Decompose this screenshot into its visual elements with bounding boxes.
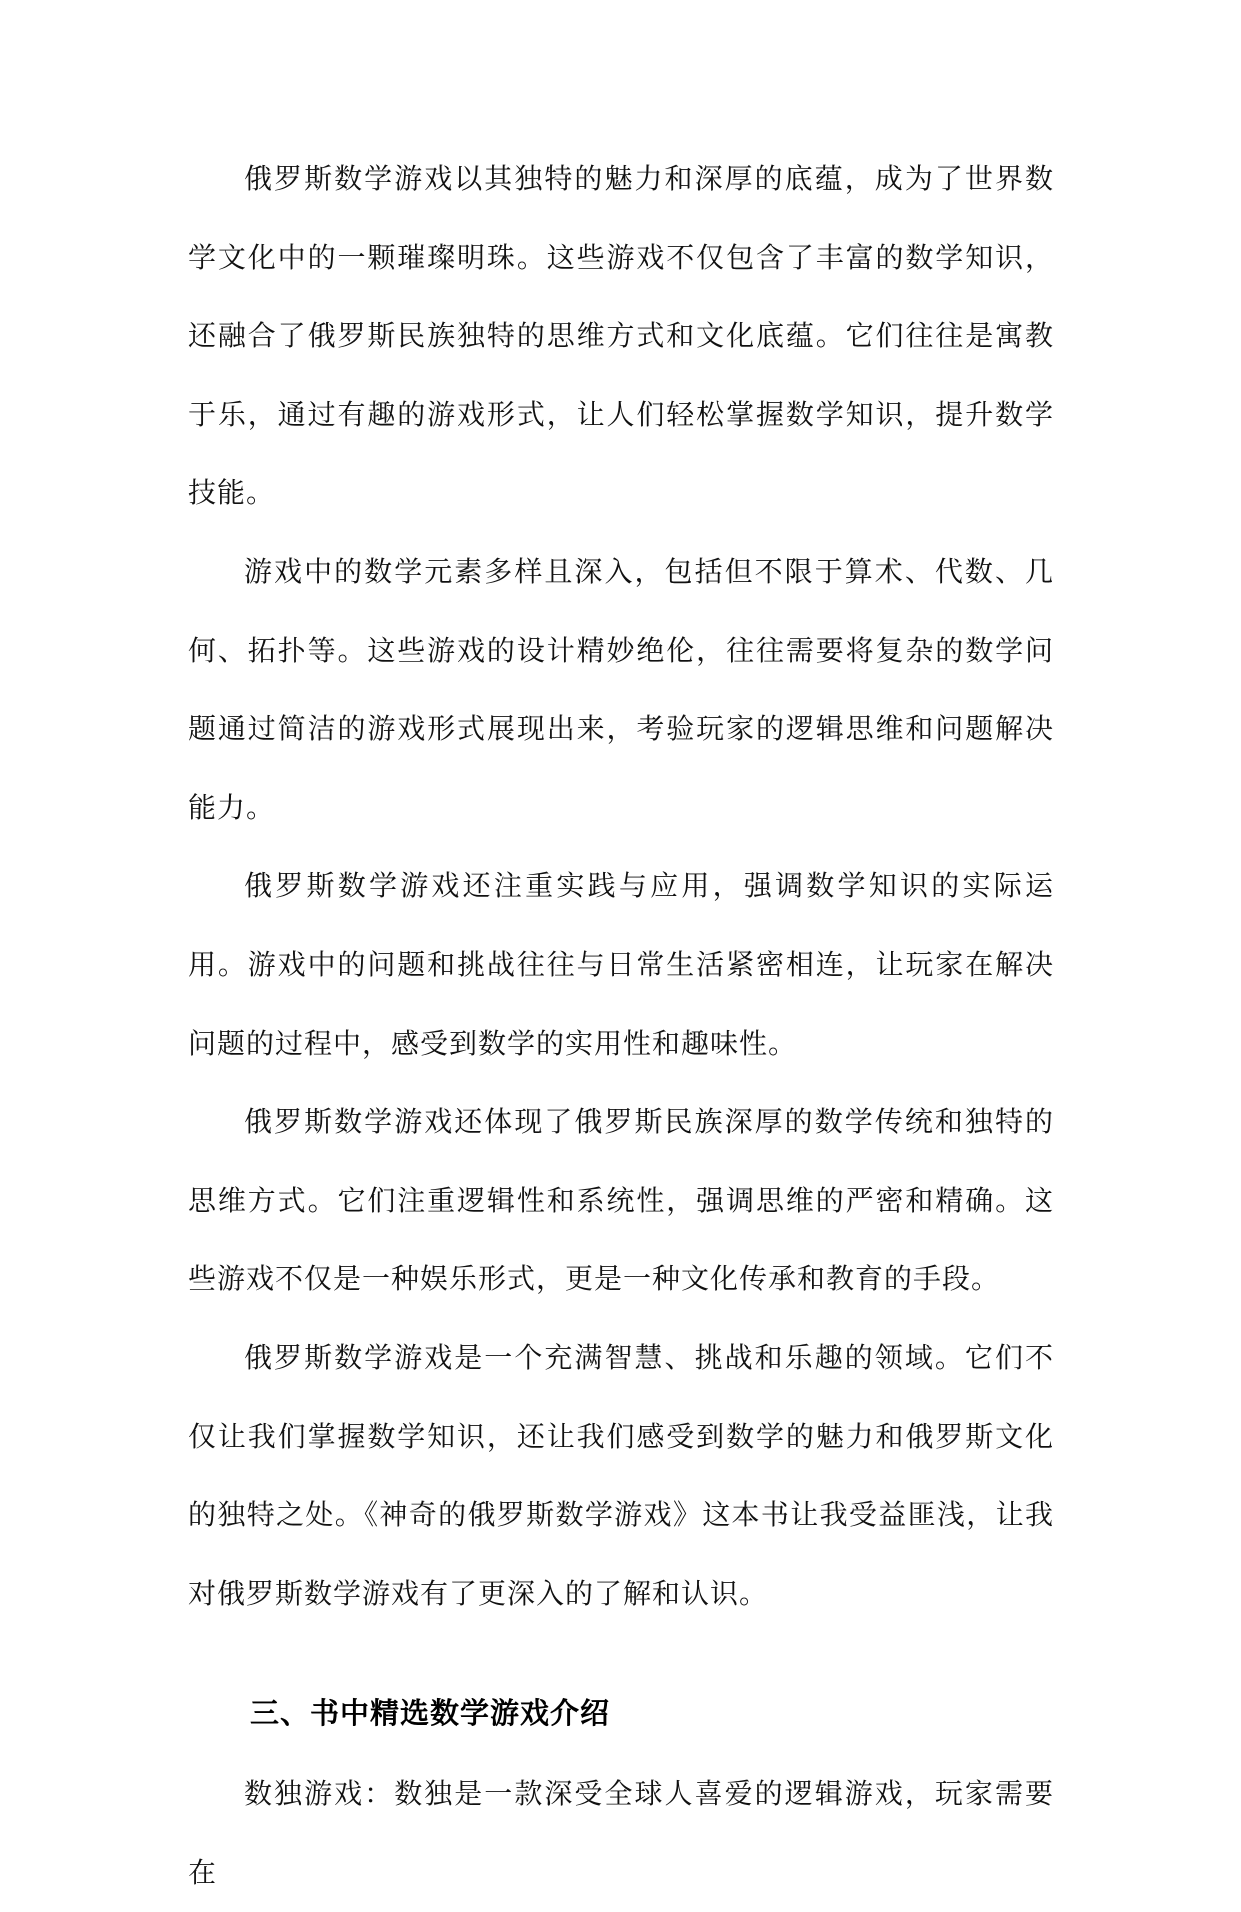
paragraph: 俄罗斯数学游戏还体现了俄罗斯民族深厚的数学传统和独特的思维方式。它们注重逻辑性和系统性，强调思维的严密和精确。这些游戏不仅是一种娱乐形式，更是一种文化传承和教育的手段。 [188,1105,1054,1296]
body-text [188,140,1054,1912]
paragraph: 俄罗斯数学游戏是一个充满智慧、挑战和乐趣的领域。它们不仅让我们掌握数学知识，还让我们感受到数学的魅力和俄罗斯文化的独特之处。《神奇的俄罗斯数学游戏》这本书让我受益匪浅，让我对俄罗斯数学游戏有了更深入的了解和认识。 [188,1340,1054,1610]
section-paragraph: 数独游戏：数独是一款深受全球人喜爱的逻辑游戏，玩家需要在 [188,1777,1054,1889]
paragraph: 俄罗斯数学游戏以其独特的魅力和深厚的底蕴，成为了世界数学文化中的一颗璀璨明珠。这些游戏不仅包含了丰富的数学知识，还融合了俄罗斯民族独特的思维方式和文化底蕴。它们往往是寓教于乐，通过有趣的游戏形式，让人们轻松掌握数学知识，提升数学技能。 [188,162,1054,510]
paragraph: 俄罗斯数学游戏还注重实践与应用，强调数学知识的实际运用。游戏中的问题和挑战往往与日常生活紧密相连，让玩家在解决问题的过程中，感受到数学的实用性和趣味性。 [188,869,1054,1060]
section-heading: 三、书中精选数学游戏介绍 [250,1696,611,1731]
paragraph: 游戏中的数学元素多样且深入，包括但不限于算术、代数、几何、拓扑等。这些游戏的设计精妙绝伦，往往需要将复杂的数学问题通过简洁的游戏形式展现出来，考验玩家的逻辑思维和问题解决能力。 [188,554,1054,824]
